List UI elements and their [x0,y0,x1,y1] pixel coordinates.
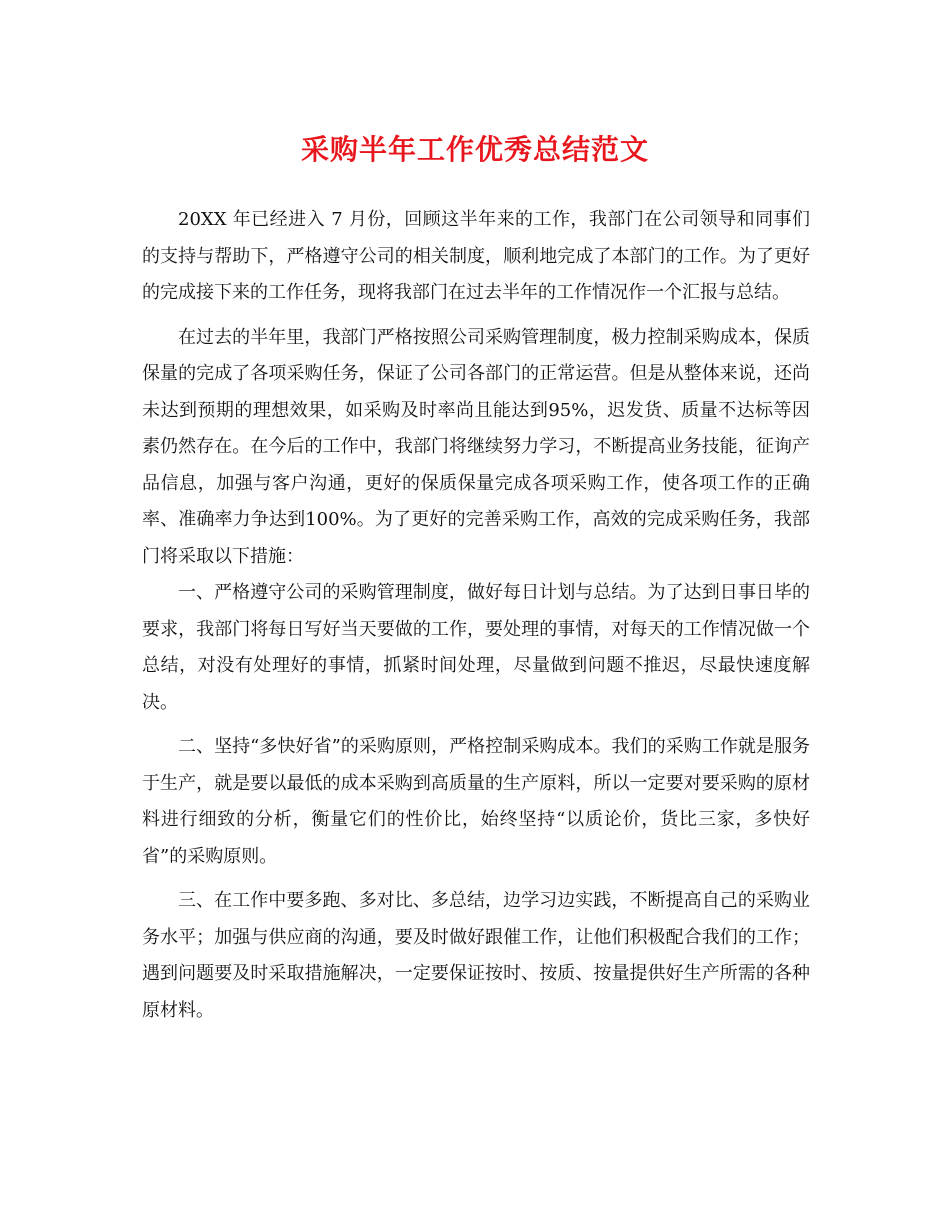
paragraph-measure-1: 一、严格遵守公司的采购管理制度，做好每日计划与总结。为了达到日事日毕的要求，我部门将每日写好当天要做的工作，要处理的事情，对每天的工作情况做一个总结，对没有处理好的事情，抓紧时间处理，尽量做到问题不推迟，尽最快速度解决。 [142,582,810,713]
document-title: 采购半年工作优秀总结范文 [300,133,649,166]
paragraph-measure-3: 三、在工作中要多跑、多对比、多总结，边学习边实践，不断提高自己的采购业务水平；加强与供应商的沟通，要及时做好跟催工作，让他们积极配合我们的工作；遇到问题要及时采取措施解决，一定要保证按时、按质、按量提供好生产所需的各种原材料。 [142,890,810,1021]
paragraph-review: 在过去的半年里，我部门严格按照公司采购管理制度，极力控制采购成本，保质保量的完成了各项采购任务，保证了公司各部门的正常运营。但是从整体来说，还尚未达到预期的理想效果，如采购及时率尚且能达到95%，迟发货、质量不达标等因素仍然存在。在今后的工作中，我部门将继续努力学习，不断提高业务技能，征询产品信息，加强与客户沟通，更好的保质保量完成各项采购工作，使各项工作的正确率、准确率力争达到100%。为了更好的完善采购工作，高效的完成采购任务，我部门将采取以下措施： [142,326,810,567]
paragraph-intro: 20XX 年已经进入 7 月份，回顾这半年来的工作，我部门在公司领导和同事们的支持与帮助下，严格遵守公司的相关制度，顺利地完成了本部门的工作。为了更好的完成接下来的工作任务，现将我部门在过去半年的工作情况作一个汇报与总结。 [142,209,810,303]
paragraph-measure-2: 二、坚持“多快好省”的采购原则，严格控制采购成本。我们的采购工作就是服务于生产，就是要以最低的成本采购到高质量的生产原料，所以一定要对要采购的原材料进行细致的分析，衡量它们的性价比，始终坚持“以质论价，货比三家，多快好省”的采购原则。 [142,736,810,867]
document-body [142,202,810,1029]
